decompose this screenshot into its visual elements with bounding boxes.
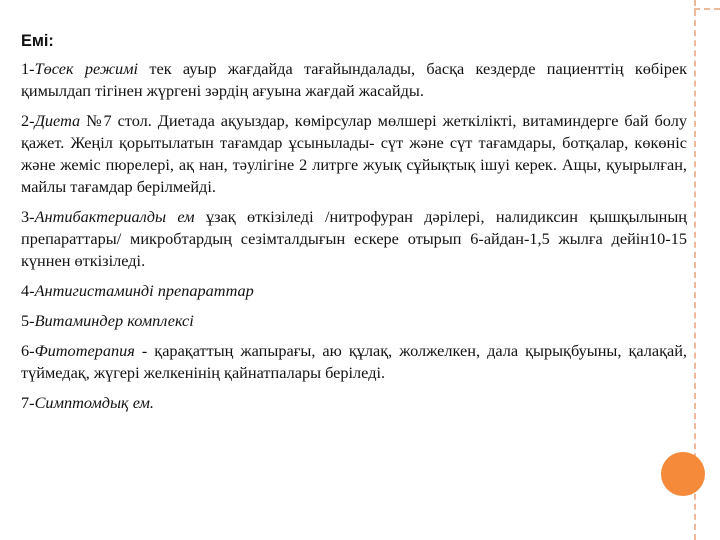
section-heading: Емі: [21,32,54,50]
slide-content [21,30,687,422]
item-number: 1- [21,59,35,78]
item-number: 3- [21,207,35,226]
item-title: Антигистаминді препараттар [34,281,254,300]
item-text: ұзақ өткізіледі /нитрофуран дәрілері, налидиксин қышқылының препараттары/ микробтардың сезімталдығын ескере отырып 6-айдан-1,5 жылға дейін10-15 күннен өткізіледі. [21,207,688,270]
list-item [21,310,687,332]
item-number: 4- [21,281,35,300]
list-item [21,206,687,272]
item-text: тек ауыр жағдайда тағайындалады, басқа кездерде пациенттің көбірек қимылдап тігінен жүргені зәрдің ағуына жағдай жасайды. [21,59,687,100]
item-number: 7- [21,393,35,412]
list-item [21,58,687,102]
list-item [21,340,687,384]
orange-circle-decoration [661,452,705,496]
item-text: - қарақаттың жапырағы, аю құлақ, жолжелкен, дала қырықбуыны, қалақай, түймедақ, жүгері желкенінің қайнатпалары беріледі. [21,341,687,382]
slide-border-top-dashed [694,8,720,10]
item-title: Витаминдер комплексі [34,311,194,330]
item-title: Төсек режимі [34,59,139,78]
item-number: 6- [21,341,35,360]
item-title: Антибактериалды ем [34,207,195,226]
item-title: Симптомдық ем. [34,393,154,412]
list-item [21,110,687,198]
item-title: Фитотерапия [34,341,135,360]
item-number: 2- [21,111,35,130]
item-text: №7 стол. Диетада ақуыздар, көмірсулар мөлшері жеткілікті, витаминдерге бай болу қажет. Жеңіл қорытылатын тағамдар ұсынылады- сүт және сүт тағамдары, ботқалар, көкөніс және жеміс пюрелері, ақ нан, тәулігіне 2 литрге жуық сұйықтық ішуі керек. Ащы, қуырылған, майлы тағамдар берілмейді. [21,111,687,196]
item-title: Диета [34,111,81,130]
list-item [21,392,687,414]
list-item [21,280,687,302]
item-number: 5- [21,311,35,330]
